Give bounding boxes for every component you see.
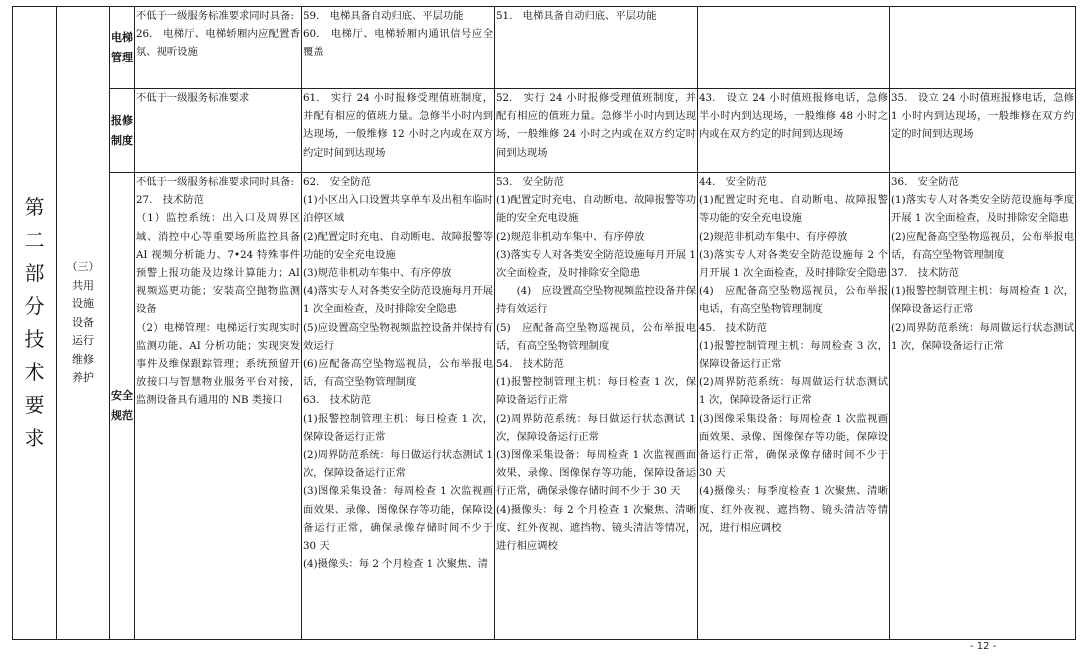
- cell-paragraph: 52. 实行 24 小时报修受理值班制度，并配有相应的值班力量。急修半小时内到达现场，一般维修 24 小时之内或在双方约定时间到达现场: [496, 92, 696, 159]
- category-label: 报修 制度: [110, 89, 135, 173]
- cell-paragraph: (1)配置定时充电、自动断电、故障报警等功能的安全充电设施: [699, 194, 888, 225]
- cell-paragraph: 63. 技术防范: [303, 394, 371, 407]
- cell-paragraph: (2)周界防范系统：每周做运行状态测试 1 次，保障设备运行正常: [891, 321, 1078, 352]
- cell-paragraph: 不低于一级服务标准要求: [136, 92, 250, 104]
- category-label: 电梯 管理: [110, 7, 135, 89]
- cell-paragraph: (1)报警控制管理主机：每周检查 3 次，保障设备运行正常: [699, 339, 888, 371]
- level-cell: [302, 89, 495, 173]
- cell-paragraph: 62. 安全防范: [303, 176, 371, 188]
- cell-paragraph: 54. 技术防范: [496, 358, 564, 371]
- standards-table: [12, 6, 1076, 640]
- cell-paragraph: (3)图像采集设备：每周检查 1 次监视画面效果、录像、图像保存等功能，保障设备运行正常，确保录像存储时间不少于 30 天: [303, 485, 497, 553]
- cell-paragraph: 不低于一级服务标准要求同时具备:: [136, 10, 294, 22]
- cell-paragraph: (2)规范非机动车集中、有序停放: [496, 230, 645, 243]
- cell-paragraph: 37. 技术防范: [891, 267, 959, 280]
- cell-paragraph: (1)报警控制管理主机：每周检查 1 次，保障设备运行正常: [891, 285, 1074, 316]
- cell-paragraph: (2)周界防范系统：每日做运行状态测试 1 次，保障设备运行正常: [303, 449, 497, 480]
- level-cell: [135, 173, 302, 640]
- level-cell: [495, 173, 698, 640]
- cell-paragraph: (6)应配备高空坠物巡视员，公布举报电话，有高空坠物管理制度: [303, 358, 493, 389]
- cell-paragraph: (1)配置定时充电、自动断电、故障报警等功能的安全充电设施: [496, 194, 696, 225]
- table-row: [13, 7, 1076, 89]
- cell-paragraph: 45. 技术防范: [699, 321, 767, 334]
- level-cell: [302, 173, 495, 640]
- cell-paragraph: 60. 电梯厅、电梯轿厢内通讯信号应全覆盖: [303, 28, 493, 59]
- cell-paragraph: 59. 电梯具备自动归底、平层功能: [303, 10, 464, 22]
- cell-paragraph: (4)摄像头：每 2 个月检查 1 次聚焦、清晰度、红外夜视、遮挡物、镜头清洁等情况，进行相应调校: [496, 503, 696, 553]
- cell-paragraph: (2)配置定时充电、自动断电、故障报警等功能的安全充电设施: [303, 230, 493, 261]
- cell-paragraph: (2)规范非机动车集中、有序停放: [699, 230, 848, 243]
- cell-paragraph: 不低于一级服务标准要求同时具备:: [136, 176, 294, 188]
- part-title: 第 二 部 分 技 术 要 求: [13, 7, 57, 640]
- cell-paragraph: 44. 安全防范: [699, 176, 767, 188]
- level-cell: [135, 7, 302, 89]
- cell-paragraph: （1）监控系统：出入口及周界区域、消控中心等重要场所监控具备 AI 视频分析能力、7•24 特殊事件预警上报功能及边缘计算能力；AI 视频巡更功能；安装高空抛物监测设备: [136, 212, 304, 316]
- category-label: 安全 规范: [110, 173, 135, 640]
- cell-paragraph: (3)落实专人对各类安全防范设施每 2 个月开展 1 次全面检查，及时排除安全隐患: [699, 248, 888, 280]
- cell-paragraph: (1)报警控制管理主机：每日检查 1 次，保障设备运行正常: [496, 376, 696, 407]
- cell-paragraph: (4)落实专人对各类安全防范设施每月开展 1 次全面检查，及时排除安全隐患: [303, 285, 497, 316]
- cell-paragraph: (3)落实专人对各类安全防范设施每月开展 1 次全面检查，及时排除安全隐患: [496, 248, 700, 280]
- level-cell: [890, 89, 1076, 173]
- cell-paragraph: (2)周界防范系统：每周做运行状态测试 1 次，保障设备运行正常: [699, 376, 892, 407]
- level-cell: [495, 7, 698, 89]
- table-row: [13, 173, 1076, 640]
- cell-paragraph: (4)摄像头：每 2 个月检查 1 次聚焦、清: [303, 558, 488, 571]
- cell-paragraph: (5) 应配备高空坠物巡视员，公布举报电话，有高空坠物管理制度: [496, 321, 696, 352]
- level-cell: [135, 89, 302, 173]
- cell-paragraph: 27. 技术防范: [136, 194, 204, 207]
- cell-paragraph: 61. 实行 24 小时报修受理值班制度，并配有相应的值班力量。急修半小时内到达现场，一般维修 12 小时之内或在双方约定时间到达现场: [303, 92, 493, 159]
- table-row: [13, 89, 1076, 173]
- cell-paragraph: (3)图像采集设备：每周检查 1 次监视画面效果、录像、图像保存等功能，保障设备运行正常，确保录像存储时间不少于 30 天: [496, 449, 696, 498]
- cell-paragraph: (5)应设置高空坠物视频监控设备并保持有效运行: [303, 321, 493, 352]
- level-cell: [302, 7, 495, 89]
- cell-paragraph: (2)周界防范系统：每日做运行状态测试 1 次，保障设备运行正常: [496, 412, 700, 443]
- page-number: - 12 -: [970, 641, 997, 652]
- cell-paragraph: (4) 应设置高空坠物视频监控设备并保持有效运行: [496, 285, 696, 316]
- cell-paragraph: (3)图像采集设备：每周检查 1 次监视画面效果、录像、图像保存等功能，保障设备运行正常，确保录像存储时间不少于 30 天: [699, 412, 892, 480]
- cell-paragraph: （2）电梯管理：电梯运行实现实时监测功能、AI 分析功能；实现突发事件及维保跟踪管理；系统预留开放接口与智慧物业服务平台对接，监测设备具有通用的 NB 类接口: [136, 321, 300, 407]
- cell-paragraph: 26. 电梯厅、电梯轿厢内应配置香氛、视听设施: [136, 28, 300, 59]
- cell-paragraph: (2)应配备高空坠物巡视员，公布举报电话，有高空坠物管理制度: [891, 230, 1074, 261]
- cell-paragraph: 36. 安全防范: [891, 176, 959, 188]
- cell-paragraph: (1)报警控制管理主机：每日检查 1 次，保障设备运行正常: [303, 412, 493, 443]
- cell-paragraph: 35. 设立 24 小时值班报修电话，急修 1 小时内到达现场，一般维修在双方约定的时间到达现场: [891, 92, 1078, 141]
- cell-paragraph: (4)摄像头：每季度检查 1 次聚焦、清晰度、红外夜视、遮挡物、镜头清洁等情况，进行相应调校: [699, 485, 888, 534]
- cell-paragraph: (3)规范非机动车集中、有序停放: [303, 267, 452, 280]
- level-cell: [698, 7, 890, 89]
- section-title: （三） 共用 设施 设备 运行 维修 养护: [57, 7, 110, 640]
- level-cell: [495, 89, 698, 173]
- cell-paragraph: (1)落实专人对各类安全防范设施每季度开展 1 次全面检查，及时排除安全隐患: [891, 194, 1074, 225]
- level-cell: [698, 173, 890, 640]
- cell-paragraph: 51. 电梯具备自动归底、平层功能: [496, 10, 657, 22]
- cell-paragraph: 53. 安全防范: [496, 176, 564, 188]
- cell-paragraph: (1)小区出入口设置共享单车及出租车临时泊停区域: [303, 194, 493, 225]
- level-cell: [890, 173, 1076, 640]
- level-cell: [890, 7, 1076, 89]
- level-cell: [698, 89, 890, 173]
- cell-paragraph: 43. 设立 24 小时值班报修电话，急修半小时内到达现场，一般维修 48 小时之内或在双方约定的时间到达现场: [699, 92, 888, 141]
- cell-paragraph: (4) 应配备高空坠物巡视员，公布举报电话，有高空坠物管理制度: [699, 285, 888, 316]
